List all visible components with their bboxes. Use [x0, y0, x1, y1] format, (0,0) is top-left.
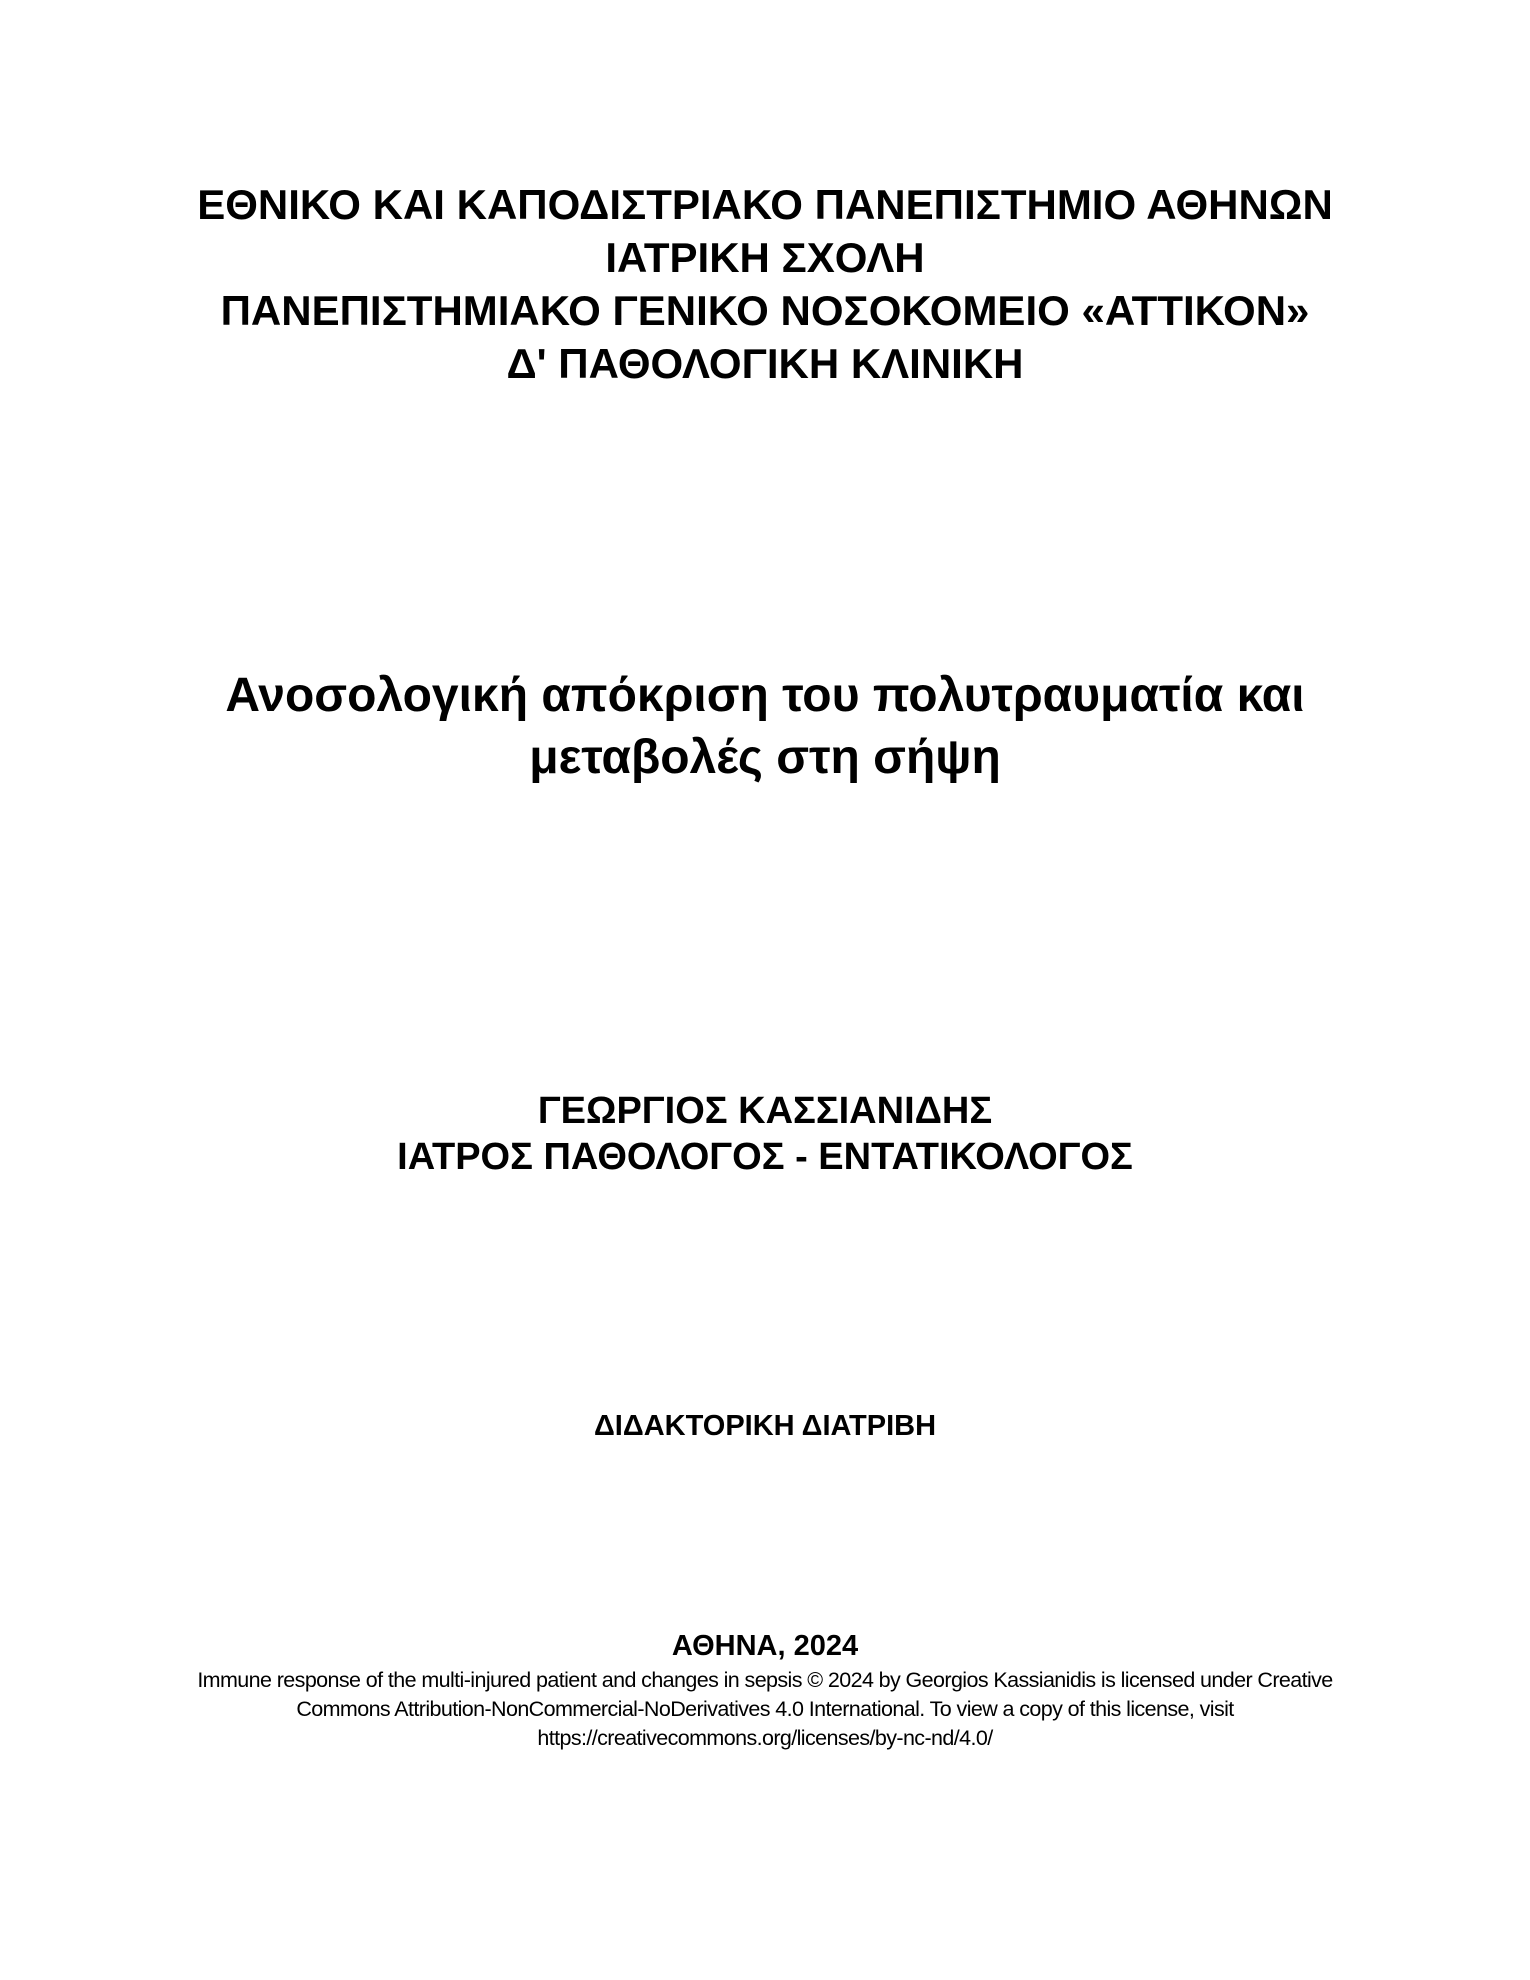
author-role: ΙΑΤΡΟΣ ΠΑΘΟΛΟΓΟΣ - ΕΝΤΑΤΙΚΟΛΟΓΟΣ — [397, 1136, 1133, 1178]
thesis-type: ΔΙΔΑΚΤΟΡΙΚΗ ΔΙΑΤΡΙΒΗ — [593, 1410, 937, 1442]
school-name: ΙΑΤΡΙΚΗ ΣΧΟΛΗ — [605, 234, 925, 281]
license-line-2: Commons Attribution-NonCommercial-NoDerivatives 4.0 International. To view a copy of this license, visit — [296, 1697, 1234, 1721]
thesis-title-line-2: μεταβολές στη σήψη — [529, 731, 1001, 784]
license-url: https://creativecommons.org/licenses/by-nc-nd/4.0/ — [537, 1726, 993, 1750]
place-year-block — [0, 1628, 1530, 1664]
thesis-title — [0, 665, 1530, 789]
license-line-1: Immune response of the multi-injured patient and changes in sepsis © 2024 by Georgios Kassianidis is licensed under Creative — [197, 1668, 1333, 1692]
hospital-name: ΠΑΝΕΠΙΣΤΗΜΙΑΚΟ ΓΕΝΙΚΟ ΝΟΣΟΚΟΜΕΙΟ «ΑΤΤΙΚΟΝ» — [220, 287, 1310, 334]
institution-header — [0, 178, 1530, 390]
clinic-name: Δ' ΠΑΘΟΛΟΓΙΚΗ ΚΛΙΝΙΚΗ — [506, 340, 1024, 387]
author-name: ΓΕΩΡΓΙΟΣ ΚΑΣΣΙΑΝΙΔΗΣ — [537, 1090, 993, 1132]
author-block — [0, 1088, 1530, 1180]
license-notice — [0, 1666, 1530, 1753]
thesis-type-block — [0, 1408, 1530, 1444]
place-year: ΑΘΗΝΑ, 2024 — [671, 1630, 859, 1662]
thesis-title-line-1: Ανοσολογική απόκριση του πολυτραυματία και — [225, 669, 1305, 722]
university-name: ΕΘΝΙΚΟ ΚΑΙ ΚΑΠΟΔΙΣΤΡΙΑΚΟ ΠΑΝΕΠΙΣΤΗΜΙΟ ΑΘΗΝΩΝ — [197, 181, 1333, 228]
